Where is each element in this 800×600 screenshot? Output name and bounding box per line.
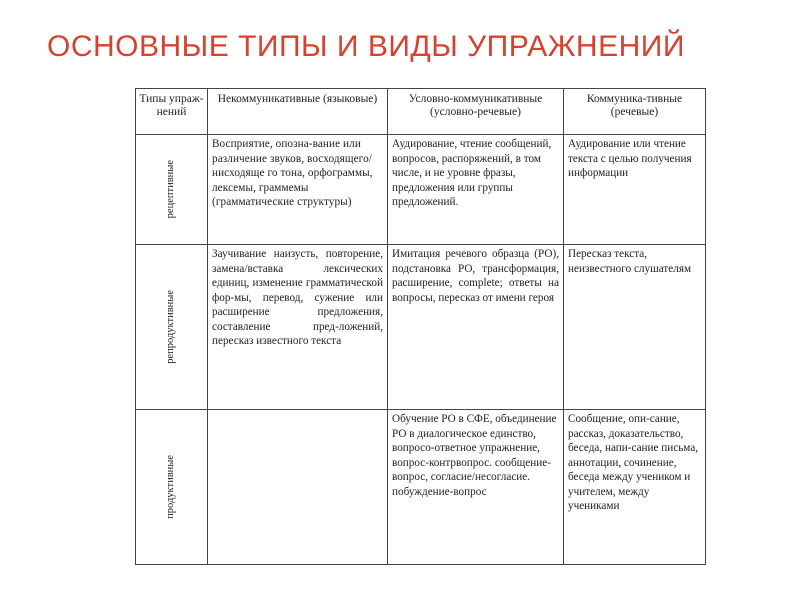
table-row <box>136 135 706 245</box>
header-noncommunicative: Некоммуникативные (языковые) <box>208 89 388 135</box>
cell-receptive-noncommunicative: Восприятие, опозна-вание или различение звуков, восходящего/нисходяще го тона, орфограммы, лексемы, граммемы (грамматические структуры) <box>208 135 388 245</box>
cell-receptive-conditional: Аудирование, чтение сообщений, вопросов, распоряжений, в том числе, и не уровне фразы, предложения или группы предложений. <box>388 135 564 245</box>
table-header-row <box>136 89 706 135</box>
header-communicative: Коммуника-тивные (речевые) <box>564 89 706 135</box>
cell-productive-conditional: Обучение РО в СФЕ, объединение РО в диалогическое единство, вопросо-ответное упражнение, вопрос-контрвопрос. сообщение-вопрос, согласие/несогласие. побуждение-вопрос <box>388 410 564 565</box>
exercise-types-table <box>135 88 706 565</box>
slide-title: ОСНОВНЫЕ ТИПЫ И ВИДЫ УПРАЖНЕНИЙ <box>47 30 685 63</box>
cell-reproductive-conditional: Имитация речевого образца (РО), подстановка РО, трансформация, расширение, complete; ответы на вопросы, пересказ от имени героя <box>388 245 564 410</box>
cell-reproductive-communicative: Пересказ текста, неизвестного слушателям <box>564 245 706 410</box>
cell-productive-communicative: Сообщение, опи-сание, рассказ, доказательство, беседа, напи-сание письма, аннотации, сочинение, беседа между учеником и учителем, между учениками <box>564 410 706 565</box>
table-row <box>136 245 706 410</box>
table-row <box>136 410 706 565</box>
cell-productive-noncommunicative <box>208 410 388 565</box>
exercise-types-table-scan <box>135 88 705 564</box>
cell-reproductive-noncommunicative: Заучивание наизусть, повторение, замена/вставка лексических единиц, изменение грамматической фор-мы, перевод, сужение или расширение предложения, составление пред-ложений, пересказ известного текста <box>208 245 388 410</box>
header-types: Типы упраж-нений <box>136 89 208 135</box>
cell-receptive-communicative: Аудирование или чтение текста с целью получения информации <box>564 135 706 245</box>
row-label-productive: продуктивные <box>136 410 208 565</box>
row-label-reproductive: репродуктивные <box>136 245 208 410</box>
header-conditionally-communicative: Условно-коммуникативные (условно-речевые) <box>388 89 564 135</box>
row-label-receptive: рецептивные <box>136 135 208 245</box>
